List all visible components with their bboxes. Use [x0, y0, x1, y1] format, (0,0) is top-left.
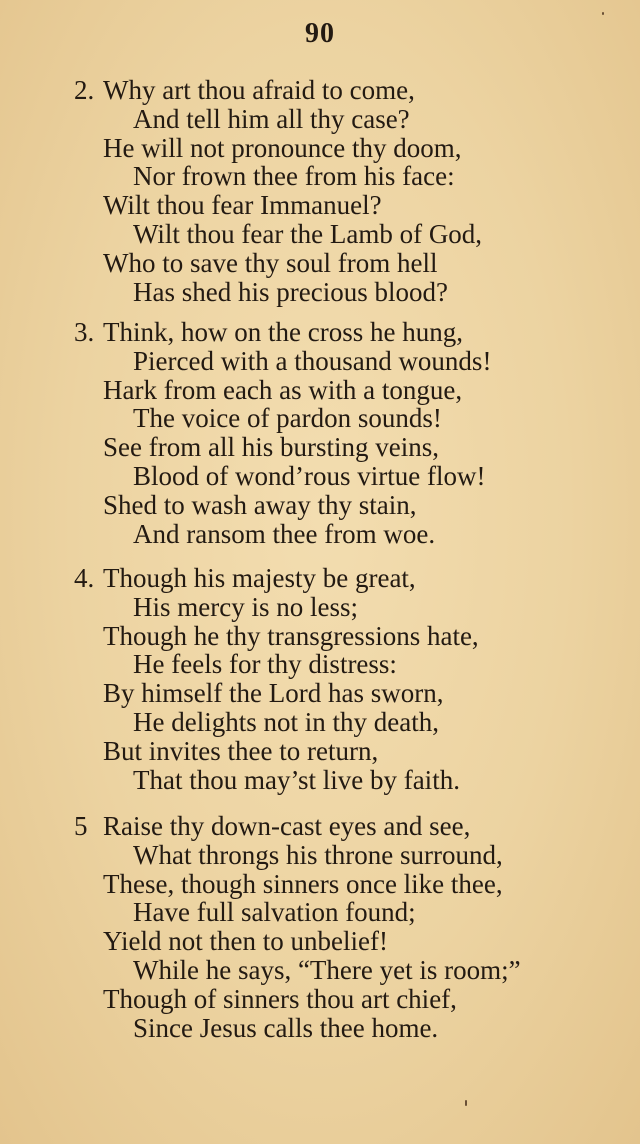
- verse-line: Shed to wash away thy stain,: [103, 489, 417, 520]
- verse-line: Nor frown thee from his face:: [133, 161, 455, 192]
- verse-line: His mercy is no less;: [133, 591, 358, 622]
- page-number: 90: [305, 18, 335, 49]
- verse-line: Pierced with a thousand wounds!: [133, 345, 492, 376]
- stanza-number: 4.: [74, 563, 95, 593]
- verse-line: Think, how on the cross he hung,: [103, 317, 463, 347]
- verse-line: And ransom thee from woe.: [133, 518, 436, 549]
- paper-speck: [602, 12, 604, 15]
- verse-line: By himself the Lord has sworn,: [103, 678, 444, 709]
- verse-line: Hark from each as with a tongue,: [103, 374, 463, 405]
- verse-line: While he says, “There yet is room;”: [133, 955, 521, 985]
- verse-line: But invites thee to return,: [103, 735, 379, 766]
- verse-line: Who to save thy soul from hell: [103, 247, 438, 278]
- verse-line: These, though sinners once like thee,: [103, 868, 503, 899]
- verse-line: Though of sinners thou art chief,: [103, 983, 457, 1014]
- verse-line: Have full salvation found;: [133, 897, 416, 928]
- verse-line: Since Jesus calls thee home.: [133, 1012, 439, 1043]
- stanza-number: 2.: [74, 75, 95, 105]
- stanza-number: 3.: [74, 317, 95, 347]
- verse-line: What throngs his throne surround,: [133, 839, 503, 870]
- verse-line: That thou may’st live by faith.: [133, 764, 460, 795]
- verse-line: Wilt thou fear Immanuel?: [103, 190, 382, 221]
- verse-line: He will not pronounce thy doom,: [103, 132, 462, 163]
- verse-line: Why art thou afraid to come,: [103, 75, 415, 105]
- verse-line: Blood of wond’rous virtue flow!: [133, 461, 486, 491]
- verse-line: The voice of pardon sounds!: [133, 403, 442, 434]
- stanza-number: 5: [74, 811, 88, 841]
- verse-line: Raise thy down-cast eyes and see,: [103, 811, 471, 841]
- verse-line: Yield not then to unbelief!: [103, 926, 388, 957]
- verse-line: He feels for thy distress:: [133, 649, 397, 680]
- verse-line: Though his majesty be great,: [103, 563, 416, 593]
- verse-line: Wilt thou fear the Lamb of God,: [133, 219, 483, 249]
- paper-speck: [465, 1100, 467, 1106]
- verse-line: Has shed his precious blood?: [133, 276, 448, 307]
- verse-line: And tell him all thy case?: [133, 103, 410, 134]
- verse-line: See from all his bursting veins,: [103, 432, 439, 463]
- verse-line: He delights not in thy death,: [133, 707, 439, 737]
- verse-line: Though he thy transgressions hate,: [103, 620, 479, 651]
